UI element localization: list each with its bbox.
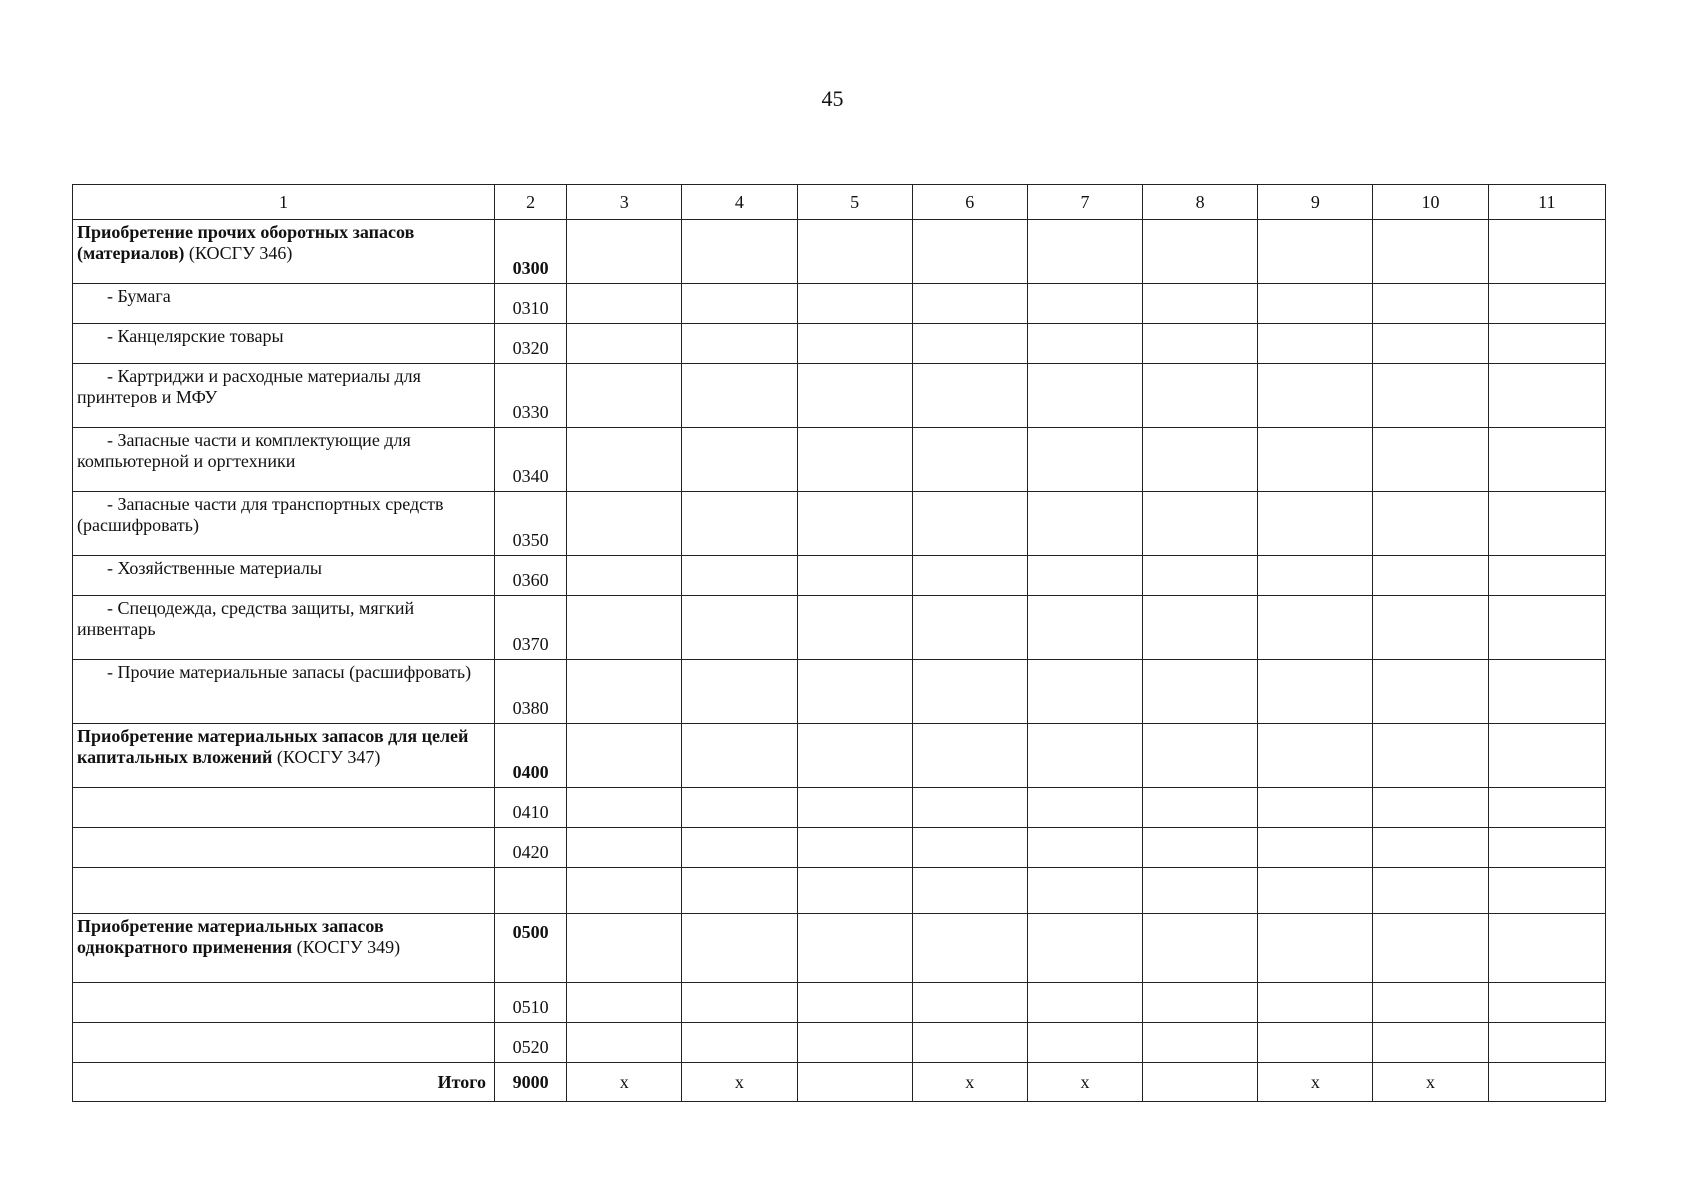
value-cell-col-9[interactable] xyxy=(1258,596,1373,660)
table-row xyxy=(73,828,1606,868)
value-cell-col-10[interactable] xyxy=(1373,868,1488,914)
value-cell-col-10[interactable] xyxy=(1373,724,1488,788)
value-cell-col-3[interactable] xyxy=(567,596,682,660)
value-cell-col-5[interactable] xyxy=(797,1023,912,1063)
value-cell-col-7[interactable] xyxy=(1027,660,1142,724)
value-cell-col-6[interactable] xyxy=(912,914,1027,983)
value-cell-col-9[interactable] xyxy=(1258,556,1373,596)
row-name xyxy=(73,868,495,914)
row-code: 0520 xyxy=(495,1023,567,1063)
value-cell-col-3[interactable] xyxy=(567,220,682,284)
row-name-text: - Спецодежда, средства защиты, мягкий инвентарь xyxy=(77,598,415,639)
value-cell-col-6[interactable] xyxy=(912,556,1027,596)
row-name xyxy=(73,324,495,364)
value-cell-col-5[interactable] xyxy=(797,492,912,556)
value-cell-col-10[interactable] xyxy=(1373,284,1488,324)
value-cell-col-10[interactable] xyxy=(1373,324,1488,364)
value-cell-col-11[interactable] xyxy=(1488,492,1605,556)
table-row xyxy=(73,914,1606,983)
table-row xyxy=(73,983,1606,1023)
value-cell-col-6[interactable] xyxy=(912,324,1027,364)
materials-table xyxy=(72,184,1606,1102)
value-cell-col-8[interactable] xyxy=(1143,660,1258,724)
column-number-5: 5 xyxy=(797,185,912,220)
value-cell-col-7[interactable] xyxy=(1027,1023,1142,1063)
row-name-text: - Хозяйственные материалы xyxy=(107,558,322,578)
value-cell-col-10[interactable] xyxy=(1373,828,1488,868)
row-name xyxy=(73,596,495,660)
column-number-7: 7 xyxy=(1027,185,1142,220)
row-code: 0420 xyxy=(495,828,567,868)
row-name-text: - Бумага xyxy=(107,286,171,306)
row-code: 0410 xyxy=(495,788,567,828)
column-number-row xyxy=(73,185,1606,220)
row-code: 0330 xyxy=(495,364,567,428)
value-cell-col-11[interactable] xyxy=(1488,1023,1605,1063)
row-name xyxy=(73,660,495,724)
row-code: 0400 xyxy=(495,724,567,788)
value-cell-col-9[interactable] xyxy=(1258,983,1373,1023)
value-cell-col-6[interactable] xyxy=(912,428,1027,492)
value-cell-col-4[interactable] xyxy=(682,492,797,556)
column-number-1: 1 xyxy=(73,185,495,220)
value-cell-col-5[interactable] xyxy=(797,660,912,724)
value-cell-col-6[interactable] xyxy=(912,983,1027,1023)
row-code: 0360 xyxy=(495,556,567,596)
value-cell-col-11[interactable] xyxy=(1488,284,1605,324)
value-cell-col-5[interactable] xyxy=(797,220,912,284)
table-row xyxy=(73,220,1606,284)
value-cell-col-4[interactable] xyxy=(682,220,797,284)
row-code: 0340 xyxy=(495,428,567,492)
value-cell-col-11[interactable] xyxy=(1488,724,1605,788)
value-cell-col-7[interactable] xyxy=(1027,324,1142,364)
value-cell-col-9[interactable] xyxy=(1258,492,1373,556)
row-name xyxy=(73,284,495,324)
row-name-text: (КОСГУ 347) xyxy=(272,746,381,767)
table-row xyxy=(73,1023,1606,1063)
value-cell-col-6[interactable] xyxy=(912,596,1027,660)
row-name-text: (КОСГУ 346) xyxy=(184,242,293,263)
value-cell-col-3[interactable] xyxy=(567,556,682,596)
value-cell-col-4[interactable] xyxy=(682,324,797,364)
value-cell-col-6[interactable] xyxy=(912,828,1027,868)
table-row xyxy=(73,324,1606,364)
column-number-4: 4 xyxy=(682,185,797,220)
row-code: 0320 xyxy=(495,324,567,364)
value-cell-col-4[interactable] xyxy=(682,364,797,428)
total-row xyxy=(73,1063,1606,1102)
row-name xyxy=(73,220,495,284)
value-cell-col-9[interactable] xyxy=(1258,1023,1373,1063)
row-code: 0300 xyxy=(495,220,567,284)
value-cell-col-4[interactable] xyxy=(682,556,797,596)
value-cell-col-4[interactable] xyxy=(682,596,797,660)
value-cell-col-9[interactable] xyxy=(1258,724,1373,788)
column-number-2: 2 xyxy=(495,185,567,220)
value-cell-col-4[interactable] xyxy=(682,724,797,788)
row-name-text: - Канцелярские товары xyxy=(107,326,284,346)
value-cell-col-11[interactable] xyxy=(1488,914,1605,983)
value-cell-col-7[interactable] xyxy=(1027,828,1142,868)
value-cell-col-3[interactable] xyxy=(567,983,682,1023)
value-cell-col-10[interactable] xyxy=(1373,660,1488,724)
table-body xyxy=(73,185,1606,1102)
value-cell-col-9[interactable] xyxy=(1258,284,1373,324)
value-cell-col-8[interactable] xyxy=(1143,983,1258,1023)
value-cell-col-5[interactable] xyxy=(797,983,912,1023)
value-cell-col-7[interactable] xyxy=(1027,868,1142,914)
value-cell-col-8[interactable] xyxy=(1143,868,1258,914)
value-cell-col-10[interactable] xyxy=(1373,914,1488,983)
total-label: Итого xyxy=(73,1063,495,1102)
value-cell-col-10[interactable] xyxy=(1373,556,1488,596)
value-cell-col-6[interactable] xyxy=(912,660,1027,724)
value-cell-col-7[interactable] xyxy=(1027,556,1142,596)
value-cell-col-4[interactable] xyxy=(682,660,797,724)
value-cell-col-7[interactable] xyxy=(1027,983,1142,1023)
column-number-6: 6 xyxy=(912,185,1027,220)
total-value-col-7[interactable]: x xyxy=(1027,1063,1142,1102)
column-number-8: 8 xyxy=(1143,185,1258,220)
value-cell-col-10[interactable] xyxy=(1373,788,1488,828)
row-name xyxy=(73,556,495,596)
value-cell-col-10[interactable] xyxy=(1373,364,1488,428)
value-cell-col-10[interactable] xyxy=(1373,1023,1488,1063)
value-cell-col-8[interactable] xyxy=(1143,556,1258,596)
total-value-col-5[interactable] xyxy=(797,1063,912,1102)
total-value-col-11[interactable] xyxy=(1488,1063,1605,1102)
total-value-col-3[interactable]: x xyxy=(567,1063,682,1102)
value-cell-col-8[interactable] xyxy=(1143,428,1258,492)
value-cell-col-4[interactable] xyxy=(682,284,797,324)
table-row xyxy=(73,788,1606,828)
table-row xyxy=(73,724,1606,788)
row-name xyxy=(73,724,495,788)
total-value-col-10[interactable]: x xyxy=(1373,1063,1488,1102)
value-cell-col-9[interactable] xyxy=(1258,428,1373,492)
value-cell-col-11[interactable] xyxy=(1488,220,1605,284)
value-cell-col-7[interactable] xyxy=(1027,220,1142,284)
column-number-3: 3 xyxy=(567,185,682,220)
total-value-col-6[interactable]: x xyxy=(912,1063,1027,1102)
table-row xyxy=(73,284,1606,324)
value-cell-col-3[interactable] xyxy=(567,788,682,828)
value-cell-col-9[interactable] xyxy=(1258,914,1373,983)
value-cell-col-4[interactable] xyxy=(682,1023,797,1063)
value-cell-col-5[interactable] xyxy=(797,324,912,364)
value-cell-col-7[interactable] xyxy=(1027,788,1142,828)
row-name-text: - Запасные части и комплектующие для компьютерной и оргтехники xyxy=(77,430,411,471)
value-cell-col-7[interactable] xyxy=(1027,492,1142,556)
value-cell-col-9[interactable] xyxy=(1258,868,1373,914)
table-row xyxy=(73,596,1606,660)
value-cell-col-10[interactable] xyxy=(1373,983,1488,1023)
value-cell-col-11[interactable] xyxy=(1488,868,1605,914)
value-cell-col-10[interactable] xyxy=(1373,220,1488,284)
value-cell-col-5[interactable] xyxy=(797,596,912,660)
row-code: 0500 xyxy=(495,914,567,983)
value-cell-col-5[interactable] xyxy=(797,284,912,324)
value-cell-col-5[interactable] xyxy=(797,788,912,828)
column-number-10: 10 xyxy=(1373,185,1488,220)
value-cell-col-8[interactable] xyxy=(1143,492,1258,556)
value-cell-col-7[interactable] xyxy=(1027,428,1142,492)
table-row xyxy=(73,492,1606,556)
value-cell-col-9[interactable] xyxy=(1258,364,1373,428)
value-cell-col-11[interactable] xyxy=(1488,983,1605,1023)
value-cell-col-5[interactable] xyxy=(797,828,912,868)
row-name xyxy=(73,914,495,983)
value-cell-col-9[interactable] xyxy=(1258,828,1373,868)
value-cell-col-8[interactable] xyxy=(1143,828,1258,868)
value-cell-col-6[interactable] xyxy=(912,364,1027,428)
row-code xyxy=(495,868,567,914)
value-cell-col-3[interactable] xyxy=(567,724,682,788)
value-cell-col-5[interactable] xyxy=(797,724,912,788)
value-cell-col-11[interactable] xyxy=(1488,324,1605,364)
value-cell-col-3[interactable] xyxy=(567,428,682,492)
value-cell-col-3[interactable] xyxy=(567,284,682,324)
value-cell-col-3[interactable] xyxy=(567,1023,682,1063)
row-name xyxy=(73,1023,495,1063)
value-cell-col-8[interactable] xyxy=(1143,284,1258,324)
total-value-col-9[interactable]: x xyxy=(1258,1063,1373,1102)
value-cell-col-11[interactable] xyxy=(1488,788,1605,828)
value-cell-col-4[interactable] xyxy=(682,983,797,1023)
value-cell-col-8[interactable] xyxy=(1143,324,1258,364)
value-cell-col-10[interactable] xyxy=(1373,596,1488,660)
value-cell-col-8[interactable] xyxy=(1143,596,1258,660)
value-cell-col-4[interactable] xyxy=(682,828,797,868)
row-code: 0370 xyxy=(495,596,567,660)
value-cell-col-8[interactable] xyxy=(1143,1023,1258,1063)
row-code: 0310 xyxy=(495,284,567,324)
value-cell-col-9[interactable] xyxy=(1258,788,1373,828)
value-cell-col-7[interactable] xyxy=(1027,284,1142,324)
value-cell-col-3[interactable] xyxy=(567,868,682,914)
value-cell-col-10[interactable] xyxy=(1373,428,1488,492)
value-cell-col-8[interactable] xyxy=(1143,364,1258,428)
value-cell-col-11[interactable] xyxy=(1488,596,1605,660)
value-cell-col-7[interactable] xyxy=(1027,364,1142,428)
value-cell-col-5[interactable] xyxy=(797,364,912,428)
total-code: 9000 xyxy=(495,1063,567,1102)
value-cell-col-6[interactable] xyxy=(912,724,1027,788)
value-cell-col-4[interactable] xyxy=(682,868,797,914)
value-cell-col-9[interactable] xyxy=(1258,220,1373,284)
row-name xyxy=(73,364,495,428)
value-cell-col-5[interactable] xyxy=(797,556,912,596)
row-name-text: - Запасные части для транспортных средств (расшифровать) xyxy=(77,494,444,535)
row-name xyxy=(73,828,495,868)
total-value-col-4[interactable]: x xyxy=(682,1063,797,1102)
value-cell-col-3[interactable] xyxy=(567,324,682,364)
value-cell-col-6[interactable] xyxy=(912,788,1027,828)
value-cell-col-3[interactable] xyxy=(567,828,682,868)
page-number: 45 xyxy=(821,86,844,111)
row-name-text: - Прочие материальные запасы (расшифровать) xyxy=(107,662,472,682)
total-value-col-8[interactable] xyxy=(1143,1063,1258,1102)
value-cell-col-4[interactable] xyxy=(682,788,797,828)
value-cell-col-5[interactable] xyxy=(797,428,912,492)
row-name xyxy=(73,492,495,556)
table-row xyxy=(73,556,1606,596)
column-number-11: 11 xyxy=(1488,185,1605,220)
value-cell-col-5[interactable] xyxy=(797,868,912,914)
table-row xyxy=(73,868,1606,914)
value-cell-col-8[interactable] xyxy=(1143,788,1258,828)
value-cell-col-6[interactable] xyxy=(912,284,1027,324)
row-name-bold: Приобретение материальных запасов для целей капитальных вложений xyxy=(77,726,469,767)
row-code: 0350 xyxy=(495,492,567,556)
table-row xyxy=(73,660,1606,724)
row-name-bold: Приобретение материальных запасов однократного применения xyxy=(77,916,384,957)
value-cell-col-8[interactable] xyxy=(1143,724,1258,788)
value-cell-col-3[interactable] xyxy=(567,492,682,556)
value-cell-col-11[interactable] xyxy=(1488,364,1605,428)
column-number-9: 9 xyxy=(1258,185,1373,220)
row-code: 0510 xyxy=(495,983,567,1023)
value-cell-col-6[interactable] xyxy=(912,220,1027,284)
value-cell-col-9[interactable] xyxy=(1258,660,1373,724)
row-code: 0380 xyxy=(495,660,567,724)
value-cell-col-3[interactable] xyxy=(567,914,682,983)
value-cell-col-8[interactable] xyxy=(1143,220,1258,284)
row-name-text: (КОСГУ 349) xyxy=(292,936,401,957)
row-name-bold: Приобретение прочих оборотных запасов (материалов) xyxy=(77,222,415,263)
value-cell-col-3[interactable] xyxy=(567,660,682,724)
value-cell-col-7[interactable] xyxy=(1027,724,1142,788)
value-cell-col-10[interactable] xyxy=(1373,492,1488,556)
value-cell-col-4[interactable] xyxy=(682,428,797,492)
value-cell-col-6[interactable] xyxy=(912,868,1027,914)
row-name xyxy=(73,983,495,1023)
value-cell-col-11[interactable] xyxy=(1488,556,1605,596)
row-name xyxy=(73,428,495,492)
table-row xyxy=(73,428,1606,492)
value-cell-col-3[interactable] xyxy=(567,364,682,428)
value-cell-col-9[interactable] xyxy=(1258,324,1373,364)
value-cell-col-7[interactable] xyxy=(1027,914,1142,983)
value-cell-col-6[interactable] xyxy=(912,1023,1027,1063)
value-cell-col-11[interactable] xyxy=(1488,660,1605,724)
value-cell-col-4[interactable] xyxy=(682,914,797,983)
row-name-text: - Картриджи и расходные материалы для принтеров и МФУ xyxy=(77,366,421,407)
value-cell-col-6[interactable] xyxy=(912,492,1027,556)
value-cell-col-11[interactable] xyxy=(1488,828,1605,868)
value-cell-col-8[interactable] xyxy=(1143,914,1258,983)
table-row xyxy=(73,364,1606,428)
value-cell-col-5[interactable] xyxy=(797,914,912,983)
value-cell-col-7[interactable] xyxy=(1027,596,1142,660)
row-name xyxy=(73,788,495,828)
value-cell-col-11[interactable] xyxy=(1488,428,1605,492)
